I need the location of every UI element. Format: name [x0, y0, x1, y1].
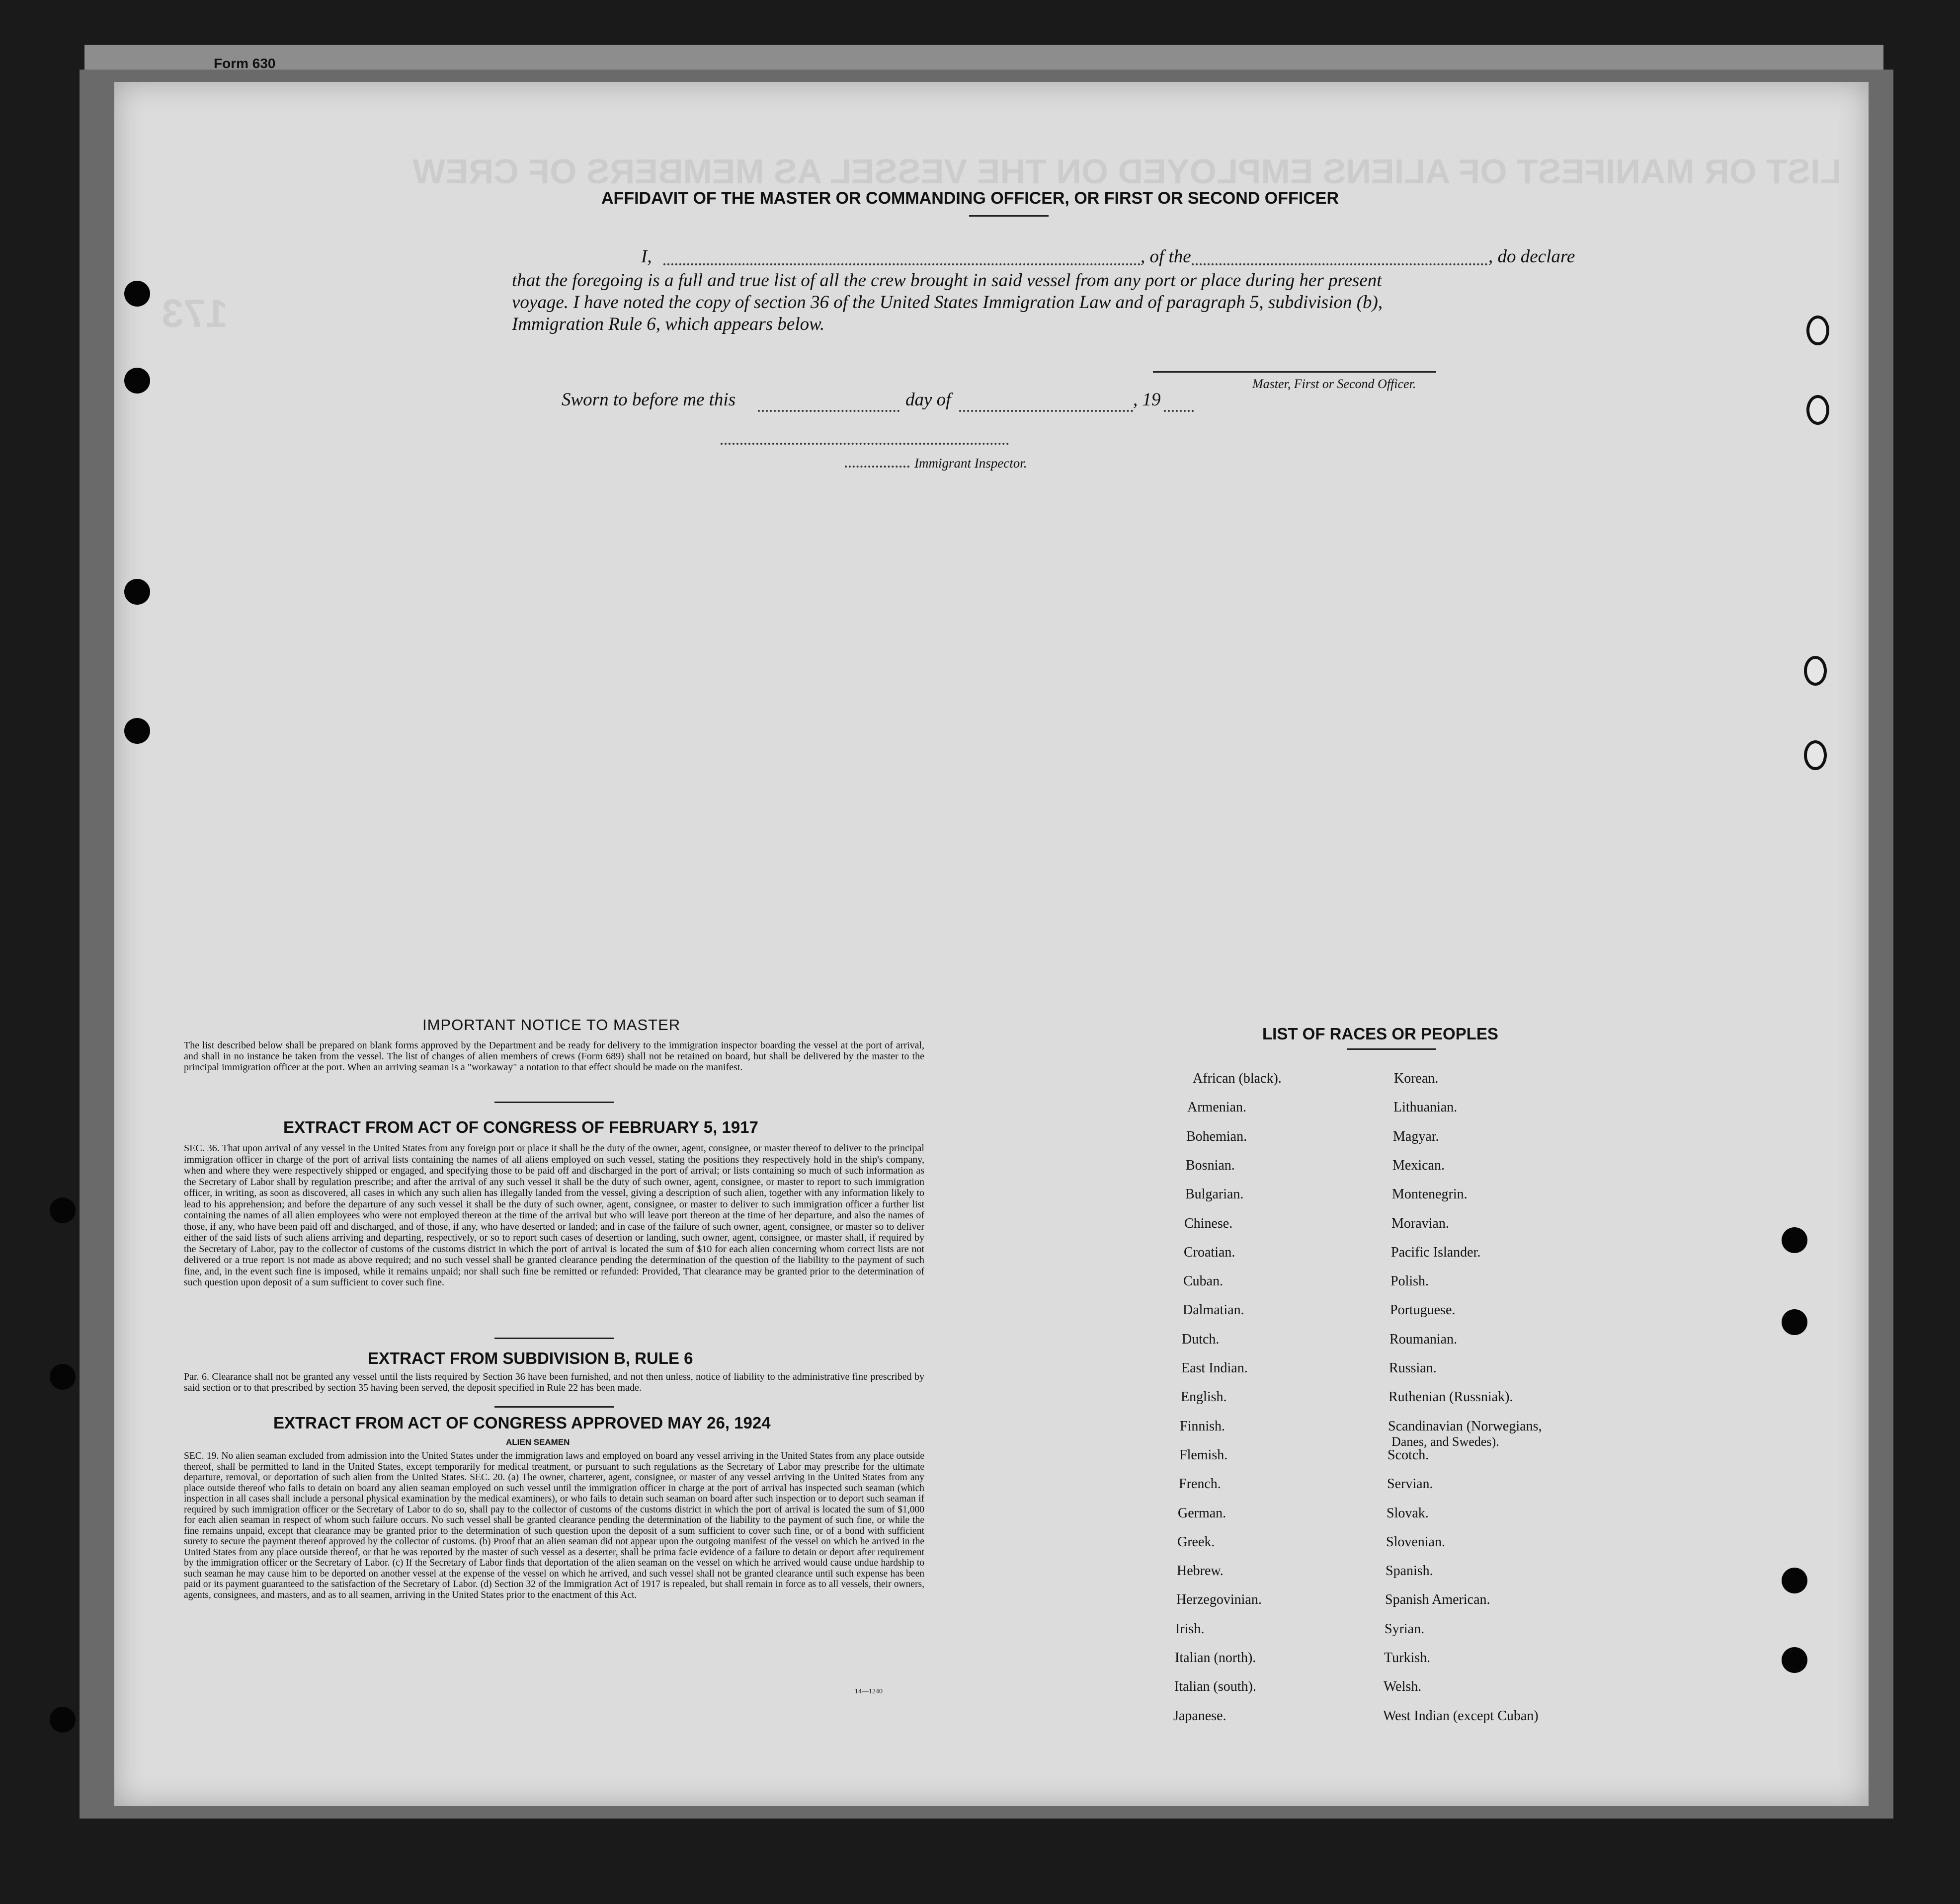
year-prefix: , 19 — [1133, 390, 1161, 410]
affidavit-line2: that the foregoing is a full and true list of all the crew brought in said vessel from any port or place during her present — [512, 270, 1382, 291]
race-item: Italian (south). — [1174, 1679, 1256, 1694]
races-list — [114, 82, 1869, 1806]
race-item: East Indian. — [1181, 1360, 1248, 1376]
binder-hole — [50, 1364, 76, 1390]
show-through-header: LIST OR MANIFEST OF ALIENS EMPLOYED ON THE VESSEL AS MEMBERS OF CREW — [412, 152, 1842, 191]
race-item: Japanese. — [1173, 1708, 1226, 1724]
race-item: Dalmatian. — [1183, 1302, 1244, 1318]
race-item: Korean. — [1394, 1071, 1439, 1086]
race-item: West Indian (except Cuban) — [1383, 1708, 1539, 1724]
affidavit-of-the: , of the — [1141, 246, 1191, 267]
race-item: Turkish. — [1384, 1650, 1431, 1666]
race-item: Irish. — [1175, 1621, 1205, 1637]
race-item: Mexican. — [1392, 1158, 1445, 1173]
form-number-label: Form 630 — [214, 56, 276, 71]
race-item: Spanish. — [1386, 1563, 1433, 1579]
notice-title: IMPORTANT NOTICE TO MASTER — [422, 1016, 681, 1033]
race-item-continuation: Danes, and Swedes). — [1391, 1434, 1499, 1449]
race-item: Russian. — [1389, 1360, 1437, 1376]
race-item: Magyar. — [1393, 1129, 1439, 1144]
race-item: Montenegrin. — [1392, 1187, 1468, 1202]
extract-1924-body: SEC. 19. No alien seaman excluded from admission into the United States under the immigration laws and employed on board any vessel arriving in the United States from any place outside thereof, shall be permitted to land in the United States, except temporarily for medical treatment, or pursuant to such regulations as the Secretary of Labor may prescribe for the ultimate departure, removal, or deportation of such alien from the United States. SEC. 20. (a) The owner, charterer, agent, consignee, or master of any vessel arriving in the United States from any place outside thereof who fails to detain on board any alien seaman employed on such vessel until the immigration officer in charge at the port of arrival has inspected such seaman (which inspection in all cases shall include a personal physical examination by the medical examiners), or who fails to detain such seaman on board after such inspection or to deport such seaman if required by such immigration officer or the Secretary of Labor to do so, shall pay to the collector of customs of the customs district in which the port of arrival is located the sum of $1,000 for each alien seaman in respect of whom such failure occurs. No such vessel shall be granted clearance pending the determination of the liability to the payment of such fine, or while the fine remains unpaid, except that clearance may be granted prior to the determination of such question upon the deposit of a sum sufficient to cover such fine, or of a bond with sufficient surety to secure the payment thereof approved by the collector of customs. (b) Proof that an alien seaman did not appear upon the outgoing manifest of the vessel on which he arrived in the United States from any place outside thereof, or that he was reported by the master of such vessel as a deserter, shall be prima facie evidence of a failure to detain or deport after requirement by the immigration officer or the Secretary of Labor. (c) If the Secretary of Labor finds that deportation of the alien seaman on the vessel on which he arrived would cause undue hardship to such seaman he may cause him to be deported on another vessel at the expense of the vessel on which he arrived, and such vessel shall not be granted clearance until such expense has been paid or its payment guaranteed to the satisfaction of the Secretary of Labor. (d) Section 32 of the Immigration Act of 1917 is repealed, but shall remain in force as to all vessels, their owners, agents, consignees, and masters, and as to all seamen, arriving in the United States prior to the enactment of this Act. — [184, 1451, 924, 1600]
race-item: Armenian. — [1187, 1100, 1246, 1115]
race-item: Welsh. — [1384, 1679, 1422, 1694]
race-item: English. — [1181, 1389, 1227, 1405]
race-item: Portuguese. — [1390, 1302, 1456, 1318]
race-item: African (black). — [1193, 1071, 1282, 1086]
race-item: Italian (north). — [1175, 1650, 1256, 1666]
race-item: Scandinavian (Norwegians, — [1388, 1419, 1542, 1434]
affidavit-line4: Immigration Rule 6, which appears below. — [512, 314, 825, 334]
affidavit-do-declare: , do declare — [1488, 246, 1575, 267]
race-item: Croatian. — [1184, 1245, 1235, 1260]
race-item: Bohemian. — [1186, 1129, 1247, 1144]
race-item: Finnish. — [1180, 1419, 1225, 1434]
extract-1924-title: EXTRACT FROM ACT OF CONGRESS APPROVED MAY 26, 1924 — [273, 1414, 771, 1432]
inspector-label: Immigrant Inspector. — [914, 456, 1027, 471]
extract-rule6-title: EXTRACT FROM SUBDIVISION B, RULE 6 — [368, 1349, 693, 1367]
race-item: Hebrew. — [1177, 1563, 1224, 1579]
race-item: Pacific Islander. — [1391, 1245, 1481, 1260]
show-through-number: 173 — [162, 291, 228, 335]
race-item: Syrian. — [1385, 1621, 1425, 1637]
race-item: Slovenian. — [1386, 1534, 1445, 1550]
race-item: Dutch. — [1182, 1332, 1220, 1347]
race-item: Bosnian. — [1186, 1158, 1235, 1173]
notice-body: The list described below shall be prepared on blank forms approved by the Department and be ready for delivery to the immigration inspector boarding the vessel at the port of arrival, and shall in no instance be taken from the vessel. The list of changes of alien members of crews (Form 689) shall not be retained on board, but shall be delivered by the master to the principal immigration officer at the port. When an arriving seaman is a "workaway" a notation to that effect should be made on the manifest. — [184, 1040, 924, 1073]
race-item: Lithuanian. — [1393, 1100, 1458, 1115]
race-item: Herzegovinian. — [1176, 1592, 1262, 1607]
race-item: Servian. — [1387, 1476, 1433, 1492]
race-item: German. — [1178, 1506, 1226, 1521]
race-item: Flemish. — [1179, 1447, 1228, 1463]
extract-1917-title: EXTRACT FROM ACT OF CONGRESS OF FEBRUARY 5, 1917 — [283, 1118, 758, 1136]
race-item: Polish. — [1390, 1273, 1429, 1289]
extract-1924-subtitle: ALIEN SEAMEN — [506, 1437, 570, 1447]
print-code: 14—1240 — [855, 1688, 883, 1695]
affidavit-title: AFFIDAVIT OF THE MASTER OR COMMANDING OFFICER, OR FIRST OR SECOND OFFICER — [601, 189, 1339, 208]
binder-hole — [50, 1707, 76, 1733]
race-item: Spanish American. — [1385, 1592, 1490, 1607]
signature-label: Master, First or Second Officer. — [1252, 377, 1416, 391]
race-item: Ruthenian (Russniak). — [1388, 1389, 1513, 1405]
race-item: Cuban. — [1183, 1273, 1224, 1289]
race-item: Moravian. — [1391, 1216, 1449, 1231]
race-item: French. — [1179, 1476, 1221, 1492]
races-title: LIST OF RACES OR PEOPLES — [1262, 1025, 1498, 1043]
affidavit-line3: voyage. I have noted the copy of section 36 of the United States Immigration Law and of paragraph 5, subdivision (b), — [512, 292, 1383, 313]
race-item: Slovak. — [1387, 1506, 1429, 1521]
affidavit-I: I, — [641, 246, 652, 267]
document-page — [114, 82, 1869, 1806]
binder-hole — [50, 1197, 76, 1223]
sworn-text: Sworn to before me this — [562, 390, 736, 410]
race-item: Bulgarian. — [1185, 1187, 1244, 1202]
race-item: Roumanian. — [1389, 1332, 1458, 1347]
race-item: Chinese. — [1184, 1216, 1233, 1231]
extract-rule6-body: Par. 6. Clearance shall not be granted any vessel until the lists required by Section 36 have been furnished, and not then unless, notice of liability to the administrative fine prescribed by said section or to that prescribed by section 35 having been served, the deposit specified in Rule 22 has been made. — [184, 1371, 924, 1393]
race-item: Scotch. — [1388, 1447, 1429, 1463]
races-rule — [1347, 1048, 1436, 1050]
race-item: Greek. — [1177, 1534, 1215, 1550]
extract-1917-body: SEC. 36. That upon arrival of any vessel in the United States from any foreign port or place it shall be the duty of the owner, agent, consignee, or master thereof to deliver to the principal immigration officer in charge of the port of arrival lists containing the names of all aliens employed on such vessel, stating the positions they respectively hold in the ship's company, when and where they were respectively shipped or engaged, and specifying those to be paid off and discharged in the port of arrival; or lists containing so much of such information as the Secretary of Labor shall by regulation prescribe; and after the arrival of any such vessel it shall be the duty of such owner, agent, consignee, or master to report to such immigration officer, in writing, as soon as discovered, all cases in which any such alien has illegally landed from the vessel, giving a description of such alien, together with any information likely to lead to his apprehension; and before the departure of any such vessel it shall be the duty of such owner, agent, consignee, or master to deliver to such immigration officer a further list containing the names of all alien employees who were not employed thereon at the time of the arrival but who will leave port thereon at the time of her departure, and also the names of those, if any, who have been paid off and discharged, and of those, if any, who have deserted or landed; and in case of the failure of such owner, agent, consignee, or master so to deliver either of the said lists of such aliens arriving and departing, respectively, or so to report such cases of desertion or landing, such owner, agent, consignee, or master shall, if required by the Secretary of Labor, pay to the collector of customs of the customs district in which the port of arrival is located the sum of $10 for each alien concerning whom correct lists are not delivered or a true report is not made as above required; and no such vessel shall be granted clearance pending the determination of the question of the liability to the payment of such fine, and, in the event such fine is imposed, while it remains unpaid; nor shall such fine be remitted or refunded: Provided, That clearance may be granted prior to the determination of such question upon deposit of a sum sufficient to cover such fine. — [184, 1143, 924, 1288]
day-of-text: day of — [905, 390, 951, 410]
